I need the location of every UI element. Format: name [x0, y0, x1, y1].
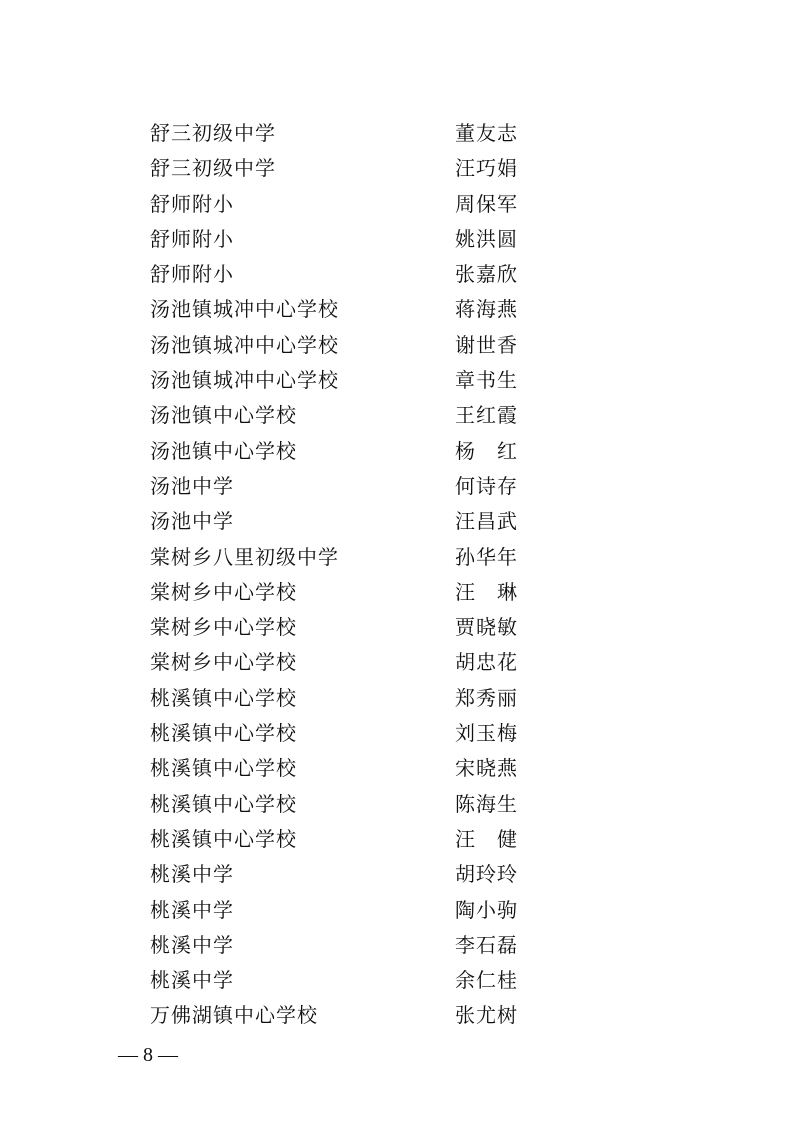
- school-name: 舒师附小: [150, 262, 234, 287]
- school-name: 桃溪中学: [150, 932, 234, 957]
- list-item: [0, 151, 794, 186]
- list-item: [0, 222, 794, 257]
- name-char: 汪: [455, 579, 475, 604]
- school-name: 汤池镇中心学校: [150, 438, 297, 463]
- school-name: 汤池镇城冲中心学校: [150, 297, 339, 322]
- school-name: 舒师附小: [150, 191, 234, 216]
- school-name: 桃溪中学: [150, 897, 234, 922]
- list-item: [0, 504, 794, 539]
- person-name: 贾晓敏: [455, 615, 518, 640]
- school-name: 桃溪中学: [150, 862, 234, 887]
- school-name: 舒三初级中学: [150, 156, 276, 181]
- person-name: 谢世香: [455, 332, 518, 357]
- school-name: 桃溪镇中心学校: [150, 826, 297, 851]
- person-name: 胡玲玲: [455, 862, 518, 887]
- list-item: [0, 645, 794, 680]
- school-name: 舒三初级中学: [150, 121, 276, 145]
- list-item: [0, 328, 794, 363]
- school-name: 棠树乡中心学校: [150, 650, 297, 675]
- roster-list: [0, 116, 794, 1034]
- list-item: [0, 187, 794, 222]
- list-item: [0, 610, 794, 645]
- person-name: 何诗存: [455, 473, 518, 498]
- list-item: [0, 434, 794, 469]
- school-name: 桃溪中学: [150, 968, 234, 993]
- list-item: [0, 857, 794, 892]
- list-item: [0, 363, 794, 398]
- list-item: [0, 893, 794, 928]
- list-item: [0, 540, 794, 575]
- list-item: [0, 257, 794, 292]
- person-name: 姚洪圆: [455, 226, 518, 251]
- person-name: 汪昌武: [455, 509, 518, 534]
- list-item: [0, 928, 794, 963]
- person-name: 宋晓燕: [455, 756, 518, 781]
- list-item: [0, 469, 794, 504]
- name-char: 红: [497, 438, 517, 463]
- list-item: [0, 575, 794, 610]
- school-name: 汤池镇中心学校: [150, 403, 297, 428]
- school-name: 舒师附小: [150, 226, 234, 251]
- school-name: 棠树乡中心学校: [150, 615, 297, 640]
- list-item: [0, 116, 794, 151]
- person-name: 刘玉梅: [455, 721, 518, 746]
- list-item: [0, 398, 794, 433]
- list-item: [0, 787, 794, 822]
- list-item: [0, 292, 794, 327]
- person-name: 陈海生: [455, 791, 518, 816]
- person-name: 张尤树: [455, 1003, 518, 1028]
- school-name: 汤池镇城冲中心学校: [150, 332, 339, 357]
- name-char: 汪: [455, 826, 475, 851]
- school-name: 桃溪镇中心学校: [150, 791, 297, 816]
- name-char: 健: [497, 826, 517, 851]
- person-name: 蒋海燕: [455, 297, 518, 322]
- person-name: 章书生: [455, 368, 518, 393]
- school-name: 桃溪镇中心学校: [150, 756, 297, 781]
- person-name: 汪巧娟: [455, 156, 518, 181]
- school-name: 汤池镇城冲中心学校: [150, 368, 339, 393]
- person-name: 胡忠花: [455, 650, 518, 675]
- school-name: 汤池中学: [150, 509, 234, 534]
- school-name: 棠树乡中心学校: [150, 579, 297, 604]
- school-name: 桃溪镇中心学校: [150, 685, 297, 710]
- person-name: [455, 575, 517, 610]
- list-item: [0, 751, 794, 786]
- school-name: 万佛湖镇中心学校: [150, 1003, 318, 1028]
- name-char: 琳: [497, 579, 517, 604]
- school-name: 汤池中学: [150, 473, 234, 498]
- name-char: 杨: [455, 438, 475, 463]
- list-item: [0, 998, 794, 1033]
- list-item: [0, 681, 794, 716]
- page-number: — 8 —: [118, 1044, 178, 1066]
- person-name: 陶小驹: [455, 897, 518, 922]
- person-name: 余仁桂: [455, 968, 518, 993]
- person-name: 王红霞: [455, 403, 518, 428]
- list-item: [0, 716, 794, 751]
- person-name: 郑秀丽: [455, 685, 518, 710]
- person-name: 李石磊: [455, 932, 518, 957]
- person-name: 张嘉欣: [455, 262, 518, 287]
- list-item: [0, 822, 794, 857]
- school-name: 棠树乡八里初级中学: [150, 544, 339, 569]
- person-name: 周保军: [455, 191, 518, 216]
- person-name: [455, 822, 517, 857]
- person-name: 董友志: [455, 121, 518, 145]
- school-name: 桃溪镇中心学校: [150, 721, 297, 746]
- list-item: [0, 963, 794, 998]
- person-name: 孙华年: [455, 544, 518, 569]
- person-name: [455, 434, 517, 469]
